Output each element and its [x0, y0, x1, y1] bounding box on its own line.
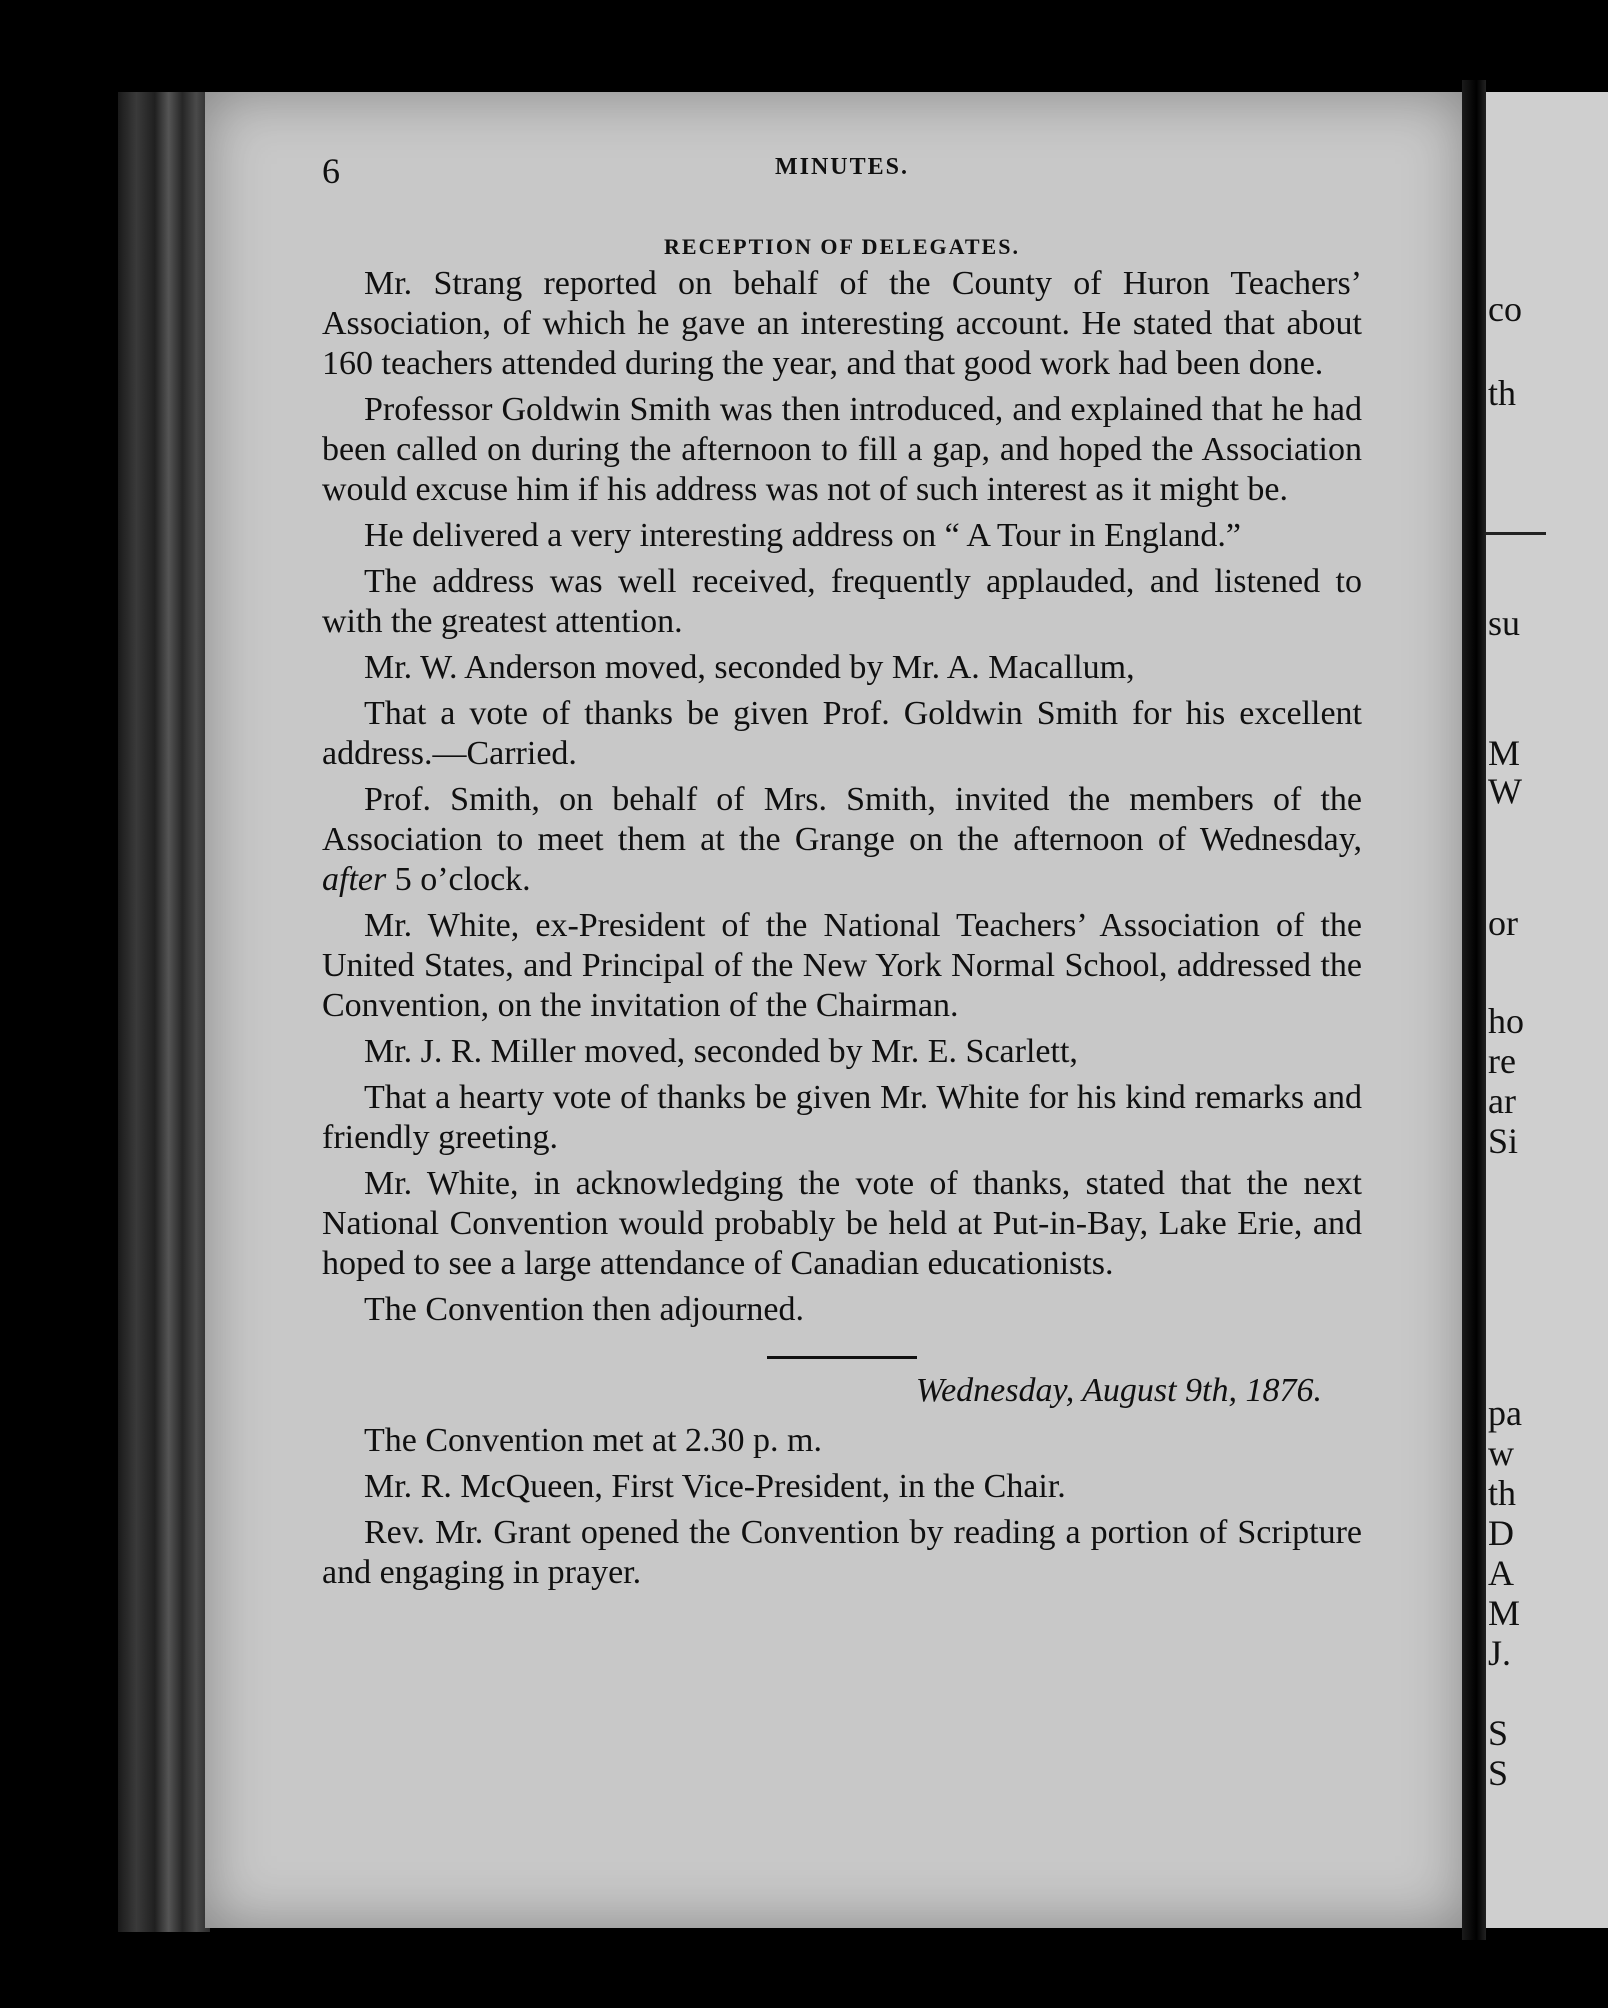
facing-fragment: th	[1488, 1473, 1517, 1513]
date-line: Wednesday, August 9th, 1876.	[915, 1372, 1322, 1409]
paragraph: He delivered a very interesting address on “ A Tour in England.”	[364, 517, 1241, 554]
paragraph: Professor Goldwin Smith was then introduced, and explained that he had been called on during the afternoon to fill a gap, and hoped the Association would excuse him if his address was not of such interest as it might be.	[322, 391, 1362, 508]
facing-fragment: D	[1488, 1513, 1514, 1553]
facing-fragment: ar	[1488, 1081, 1516, 1121]
section-divider	[767, 1356, 917, 1359]
paragraph: Mr. W. Anderson moved, seconded by Mr. A. Macallum,	[364, 649, 1135, 686]
facing-fragment: S	[1488, 1713, 1509, 1753]
paragraph: Rev. Mr. Grant opened the Convention by reading a portion of Scripture and engaging in prayer.	[322, 1514, 1362, 1591]
facing-fragment: th	[1488, 373, 1517, 413]
paragraph: Mr. Strang reported on behalf of the County of Huron Teachers’ Association, of which he gave an interesting account. He stated that about 160 teachers attended during the year, and that good work had been done.	[322, 265, 1362, 382]
facing-fragment: re	[1488, 1041, 1516, 1081]
facing-fragment: or	[1488, 903, 1518, 943]
paragraph: That a hearty vote of thanks be given Mr. White for his kind remarks and friendly greeting.	[322, 1079, 1362, 1156]
facing-page	[1486, 92, 1608, 1928]
facing-fragment: A	[1488, 1553, 1514, 1593]
paragraph: The Convention met at 2.30 p. m.	[364, 1422, 822, 1459]
paragraph: Mr. R. McQueen, First Vice-President, in the Chair.	[364, 1468, 1066, 1505]
facing-fragment: M	[1488, 733, 1521, 773]
paragraph: Mr. J. R. Miller moved, seconded by Mr. E. Scarlett,	[364, 1033, 1078, 1070]
facing-fragment: J.	[1488, 1633, 1512, 1673]
facing-fragment: ho	[1488, 1001, 1524, 1041]
facing-fragment: w	[1488, 1433, 1514, 1473]
paragraph: The Convention then adjourned.	[364, 1291, 805, 1328]
running-head	[322, 150, 1362, 200]
paragraph: That a vote of thanks be given Prof. Goldwin Smith for his excellent address.—Carried.	[322, 695, 1362, 772]
facing-fragment: pa	[1488, 1393, 1522, 1433]
page-edges	[118, 92, 210, 1932]
facing-fragment: M	[1488, 1593, 1521, 1633]
facing-rule	[1486, 532, 1546, 535]
paragraph: Mr. White, in acknowledging the vote of thanks, stated that the next National Convention would probably be held at Put-in-Bay, Lake Erie, and hoped to see a large attendance of Canadian educationists.	[322, 1165, 1362, 1282]
book-gutter	[1462, 80, 1486, 1940]
page-number: 6	[322, 151, 340, 191]
page-content	[322, 150, 1362, 1599]
running-title: MINUTES.	[774, 154, 910, 180]
paragraph: The address was well received, frequently applauded, and listened to with the greatest attention.	[322, 563, 1362, 640]
facing-fragment: co	[1488, 289, 1522, 329]
facing-fragment: Si	[1488, 1121, 1519, 1161]
facing-fragment: S	[1488, 1753, 1509, 1793]
facing-fragment: W	[1488, 771, 1522, 811]
paragraph-italic-text: after	[322, 861, 387, 898]
facing-fragment: su	[1488, 603, 1521, 643]
paragraph: Mr. White, ex-President of the National Teachers’ Association of the United States, and Principal of the New York Normal School, addressed the Convention, on the invitation of the Chairman.	[322, 907, 1362, 1024]
section-heading: RECEPTION OF DELEGATES.	[664, 234, 1020, 259]
paragraph-text: 5 o’clock.	[386, 861, 531, 898]
paragraph-text: Prof. Smith, on behalf of Mrs. Smith, invited the members of the Association to meet them at the Grange on the afternoon of Wednesday,	[322, 781, 1362, 858]
paragraph-smith-invitation	[322, 780, 1362, 900]
